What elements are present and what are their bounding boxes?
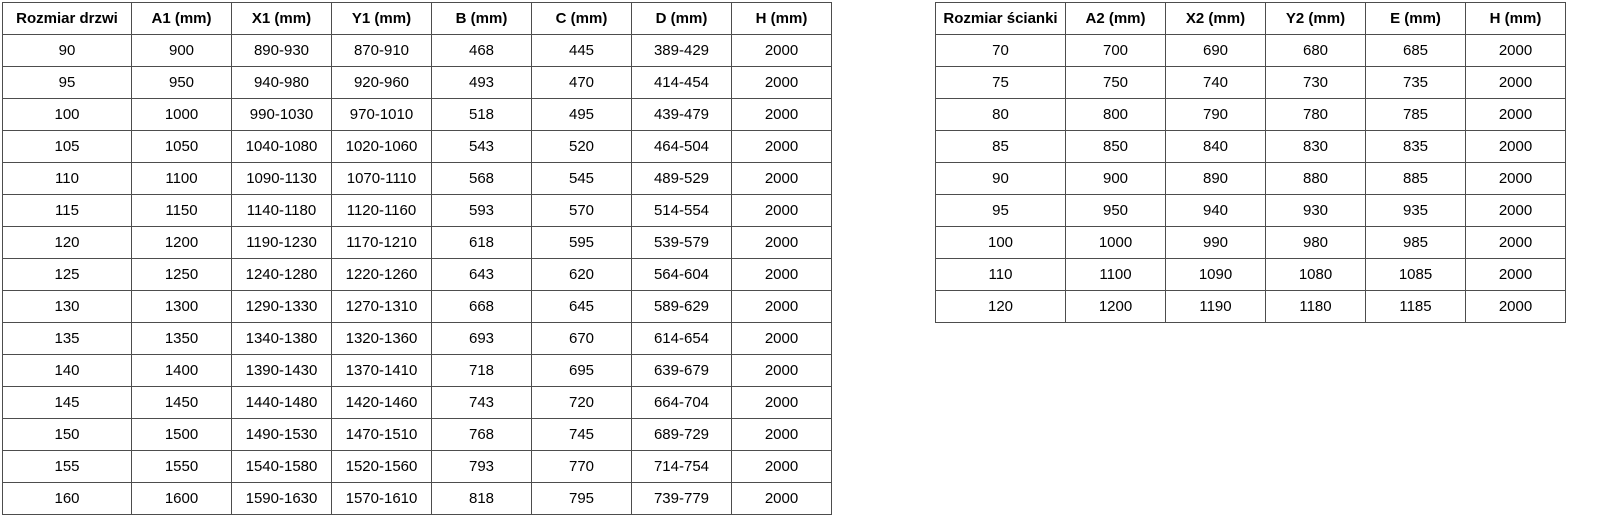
header-cell: Rozmiar ścianki [936,3,1066,35]
table-cell: 800 [1066,99,1166,131]
table-cell: 1220-1260 [332,259,432,291]
table-cell: 445 [532,35,632,67]
table-cell: 1000 [132,99,232,131]
header-row [3,3,832,35]
table-cell: 664-704 [632,387,732,419]
table-cell: 990 [1166,227,1266,259]
header-cell: E (mm) [1366,3,1466,35]
table-cell: 618 [432,227,532,259]
table-cell: 1250 [132,259,232,291]
table-cell: 1550 [132,451,232,483]
table-cell: 1450 [132,387,232,419]
table-cell: 414-454 [632,67,732,99]
header-cell: A1 (mm) [132,3,232,35]
table-cell: 1170-1210 [332,227,432,259]
table-row [3,483,832,515]
table-cell: 1085 [1366,259,1466,291]
table-cell: 105 [3,131,132,163]
table-cell: 1200 [132,227,232,259]
table-row [3,291,832,323]
table-cell: 1120-1160 [332,195,432,227]
table-cell: 468 [432,35,532,67]
table-row [3,227,832,259]
table-cell: 670 [532,323,632,355]
table-cell: 110 [936,259,1066,291]
table-cell: 1600 [132,483,232,515]
table-cell: 2000 [732,451,832,483]
table-cell: 980 [1266,227,1366,259]
table-cell: 795 [532,483,632,515]
table-cell: 568 [432,163,532,195]
table-cell: 150 [3,419,132,451]
table-cell: 130 [3,291,132,323]
table-cell: 1190-1230 [232,227,332,259]
table-cell: 140 [3,355,132,387]
table-cell: 125 [3,259,132,291]
table-cell: 685 [1366,35,1466,67]
table-cell: 1400 [132,355,232,387]
header-cell: X1 (mm) [232,3,332,35]
table-cell: 120 [936,291,1066,323]
table-cell: 614-654 [632,323,732,355]
table-cell: 1590-1630 [232,483,332,515]
table-cell: 1185 [1366,291,1466,323]
table-row [3,355,832,387]
table-row [936,259,1566,291]
table-cell: 543 [432,131,532,163]
table-cell: 818 [432,483,532,515]
table-row [3,131,832,163]
table-cell: 470 [532,67,632,99]
table-row [936,291,1566,323]
table-cell: 890 [1166,163,1266,195]
table-cell: 1090-1130 [232,163,332,195]
table-cell: 1240-1280 [232,259,332,291]
table-cell: 1340-1380 [232,323,332,355]
table-row [3,387,832,419]
table-cell: 750 [1066,67,1166,99]
table-cell: 1570-1610 [332,483,432,515]
table-cell: 1150 [132,195,232,227]
header-cell: H (mm) [1466,3,1566,35]
table-cell: 680 [1266,35,1366,67]
table-cell: 793 [432,451,532,483]
table-cell: 95 [3,67,132,99]
table-cell: 1390-1430 [232,355,332,387]
table-cell: 835 [1366,131,1466,163]
table-cell: 2000 [732,291,832,323]
table-cell: 890-930 [232,35,332,67]
table-cell: 735 [1366,67,1466,99]
table-cell: 100 [3,99,132,131]
header-cell: H (mm) [732,3,832,35]
table-cell: 595 [532,227,632,259]
table-row [936,67,1566,99]
header-cell: X2 (mm) [1166,3,1266,35]
table-cell: 695 [532,355,632,387]
table-cell: 539-579 [632,227,732,259]
table-cell: 620 [532,259,632,291]
table-cell: 730 [1266,67,1366,99]
header-cell: C (mm) [532,3,632,35]
table-cell: 2000 [732,67,832,99]
table-cell: 720 [532,387,632,419]
table-cell: 739-779 [632,483,732,515]
table-cell: 830 [1266,131,1366,163]
table-cell: 75 [936,67,1066,99]
table-cell: 495 [532,99,632,131]
table-cell: 714-754 [632,451,732,483]
table-cell: 940-980 [232,67,332,99]
table-cell: 1050 [132,131,232,163]
table-cell: 135 [3,323,132,355]
table-cell: 1490-1530 [232,419,332,451]
table-cell: 785 [1366,99,1466,131]
header-cell: Y1 (mm) [332,3,432,35]
table-cell: 2000 [1466,195,1566,227]
table-cell: 589-629 [632,291,732,323]
header-cell: A2 (mm) [1066,3,1166,35]
table-cell: 1350 [132,323,232,355]
table-row [3,163,832,195]
table-cell: 2000 [732,227,832,259]
table-cell: 1000 [1066,227,1166,259]
table-cell: 464-504 [632,131,732,163]
table-cell: 770 [532,451,632,483]
table-cell: 1200 [1066,291,1166,323]
table-cell: 970-1010 [332,99,432,131]
table-row [936,99,1566,131]
table-cell: 885 [1366,163,1466,195]
table-cell: 2000 [732,483,832,515]
table-cell: 1470-1510 [332,419,432,451]
table-cell: 2000 [732,419,832,451]
header-cell: D (mm) [632,3,732,35]
table-cell: 120 [3,227,132,259]
table-cell: 840 [1166,131,1266,163]
table-cell: 80 [936,99,1066,131]
table-cell: 1080 [1266,259,1366,291]
door-size-table-container [2,2,832,515]
table-cell: 1440-1480 [232,387,332,419]
table-cell: 85 [936,131,1066,163]
header-row [936,3,1566,35]
table-cell: 100 [936,227,1066,259]
table-cell: 110 [3,163,132,195]
table-cell: 1020-1060 [332,131,432,163]
table-cell: 780 [1266,99,1366,131]
table-cell: 880 [1266,163,1366,195]
table-cell: 1190 [1166,291,1266,323]
table-cell: 160 [3,483,132,515]
table-cell: 935 [1366,195,1466,227]
table-cell: 2000 [732,323,832,355]
table-row [936,195,1566,227]
header-cell: B (mm) [432,3,532,35]
table-cell: 790 [1166,99,1266,131]
table-cell: 2000 [1466,99,1566,131]
table-cell: 639-679 [632,355,732,387]
table-cell: 768 [432,419,532,451]
table-cell: 1520-1560 [332,451,432,483]
table-cell: 940 [1166,195,1266,227]
table-cell: 950 [1066,195,1166,227]
table-cell: 2000 [732,35,832,67]
table-row [3,419,832,451]
table-cell: 520 [532,131,632,163]
table-cell: 2000 [1466,131,1566,163]
table-cell: 920-960 [332,67,432,99]
table-cell: 693 [432,323,532,355]
table-cell: 700 [1066,35,1166,67]
table-cell: 1370-1410 [332,355,432,387]
table-row [3,35,832,67]
table-cell: 2000 [1466,291,1566,323]
table-row [936,163,1566,195]
header-cell: Rozmiar drzwi [3,3,132,35]
table-cell: 2000 [732,355,832,387]
table-row [3,323,832,355]
table-cell: 145 [3,387,132,419]
table-cell: 115 [3,195,132,227]
table-cell: 2000 [732,163,832,195]
table-cell: 389-429 [632,35,732,67]
table-cell: 493 [432,67,532,99]
table-row [3,451,832,483]
table-cell: 90 [936,163,1066,195]
table-cell: 900 [132,35,232,67]
table-cell: 1320-1360 [332,323,432,355]
table-cell: 1540-1580 [232,451,332,483]
table-cell: 645 [532,291,632,323]
table-cell: 489-529 [632,163,732,195]
table-cell: 985 [1366,227,1466,259]
table-cell: 870-910 [332,35,432,67]
table-cell: 745 [532,419,632,451]
table-cell: 950 [132,67,232,99]
table-cell: 518 [432,99,532,131]
table-cell: 1040-1080 [232,131,332,163]
table-row [3,195,832,227]
table-cell: 545 [532,163,632,195]
table-cell: 70 [936,35,1066,67]
table-cell: 1090 [1166,259,1266,291]
table-cell: 1100 [132,163,232,195]
table-cell: 900 [1066,163,1166,195]
table-cell: 718 [432,355,532,387]
table-cell: 439-479 [632,99,732,131]
table-cell: 90 [3,35,132,67]
table-cell: 1500 [132,419,232,451]
table-cell: 1070-1110 [332,163,432,195]
table-cell: 2000 [732,99,832,131]
table-cell: 690 [1166,35,1266,67]
table-cell: 155 [3,451,132,483]
wall-size-table [935,2,1566,323]
table-row [936,131,1566,163]
table-cell: 930 [1266,195,1366,227]
table-cell: 1180 [1266,291,1366,323]
table-cell: 1300 [132,291,232,323]
table-cell: 2000 [732,195,832,227]
table-cell: 593 [432,195,532,227]
table-cell: 668 [432,291,532,323]
table-row [936,35,1566,67]
table-cell: 2000 [1466,163,1566,195]
table-cell: 850 [1066,131,1166,163]
table-cell: 570 [532,195,632,227]
table-cell: 95 [936,195,1066,227]
table-cell: 2000 [1466,67,1566,99]
table-cell: 1270-1310 [332,291,432,323]
table-cell: 740 [1166,67,1266,99]
header-cell: Y2 (mm) [1266,3,1366,35]
table-row [3,67,832,99]
table-cell: 689-729 [632,419,732,451]
table-cell: 2000 [1466,227,1566,259]
table-cell: 1140-1180 [232,195,332,227]
table-cell: 2000 [732,259,832,291]
table-cell: 2000 [1466,35,1566,67]
table-cell: 1290-1330 [232,291,332,323]
table-row [3,99,832,131]
table-cell: 1100 [1066,259,1166,291]
table-cell: 743 [432,387,532,419]
table-cell: 1420-1460 [332,387,432,419]
door-size-table [2,2,832,515]
table-cell: 2000 [732,131,832,163]
table-cell: 643 [432,259,532,291]
table-row [3,259,832,291]
table-cell: 564-604 [632,259,732,291]
table-row [936,227,1566,259]
table-cell: 514-554 [632,195,732,227]
table-cell: 2000 [1466,259,1566,291]
wall-size-table-container [935,2,1566,323]
table-cell: 990-1030 [232,99,332,131]
table-cell: 2000 [732,387,832,419]
